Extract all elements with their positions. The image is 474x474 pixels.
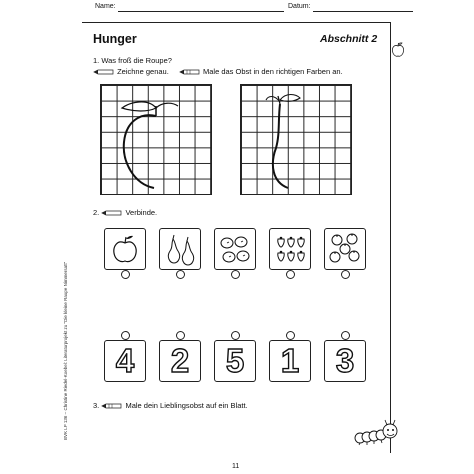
half-pear-drawing <box>240 84 350 193</box>
task3-text: Male dein Lieblingsobst auf ein Blatt. <box>125 401 248 410</box>
connect-dot-number-1[interactable] <box>121 331 130 340</box>
task3-label: 3. <box>93 401 100 410</box>
orange-icon <box>325 229 365 269</box>
date-label: Datum: <box>288 3 311 10</box>
task1-label: 1. Was froß die Roupe? <box>93 56 172 65</box>
connect-dot-fruit-2[interactable] <box>176 270 185 279</box>
plum-icon <box>215 229 255 269</box>
number-value: 1 <box>280 342 300 379</box>
number-box-4 <box>269 340 311 382</box>
brush-icon <box>101 403 123 409</box>
task2-text: Verbinde. <box>125 208 158 217</box>
connect-dot-fruit-1[interactable] <box>121 270 130 279</box>
pencil-icon <box>101 210 123 216</box>
fruit-box-strawberries <box>269 228 311 270</box>
connect-dot-number-4[interactable] <box>286 331 295 340</box>
fruit-box-oranges <box>324 228 366 270</box>
number-value: 3 <box>335 342 355 379</box>
date-line <box>313 11 413 12</box>
page-number: 11 <box>232 463 240 470</box>
apple-icon <box>391 42 405 58</box>
name-label: Name: <box>95 3 116 10</box>
task1-line1: Zeichne genau. <box>117 67 169 76</box>
number-box-1 <box>104 340 146 382</box>
fruit-box-plums <box>214 228 256 270</box>
brush-icon <box>179 69 201 75</box>
pear-icon <box>160 229 200 269</box>
number-box-3 <box>214 340 256 382</box>
number-value: 5 <box>225 342 245 379</box>
half-apple-drawing <box>100 84 210 193</box>
connect-dot-number-3[interactable] <box>231 331 240 340</box>
side-credit: BVK LP 136 – Christine Riedel-Koebel: Literaturprojekt zu "Die kleine Raupe Nimmersatt" <box>63 261 68 440</box>
connect-dot-number-2[interactable] <box>176 331 185 340</box>
strawberry-icon <box>270 229 310 269</box>
number-box-5 <box>324 340 366 382</box>
task2-label: 2. <box>93 208 100 217</box>
connect-dot-fruit-3[interactable] <box>231 270 240 279</box>
caterpillar-icon <box>352 418 400 446</box>
fruit-box-pears <box>159 228 201 270</box>
apple-icon <box>105 229 145 269</box>
connect-dot-fruit-5[interactable] <box>341 270 350 279</box>
task1-instructions <box>93 67 343 76</box>
name-line <box>118 11 284 12</box>
page-title: Hunger <box>93 32 137 46</box>
fruit-box-apple <box>104 228 146 270</box>
number-value: 4 <box>115 342 135 379</box>
connect-dot-fruit-4[interactable] <box>286 270 295 279</box>
pencil-icon <box>93 69 115 75</box>
task3-instruction <box>93 401 248 410</box>
number-value: 2 <box>170 342 190 379</box>
task2-instruction <box>93 208 157 217</box>
connect-dot-number-5[interactable] <box>341 331 350 340</box>
number-box-2 <box>159 340 201 382</box>
task1-line2: Male das Obst in den richtigen Farben an. <box>203 67 343 76</box>
section-label: Abschnitt 2 <box>320 33 378 45</box>
